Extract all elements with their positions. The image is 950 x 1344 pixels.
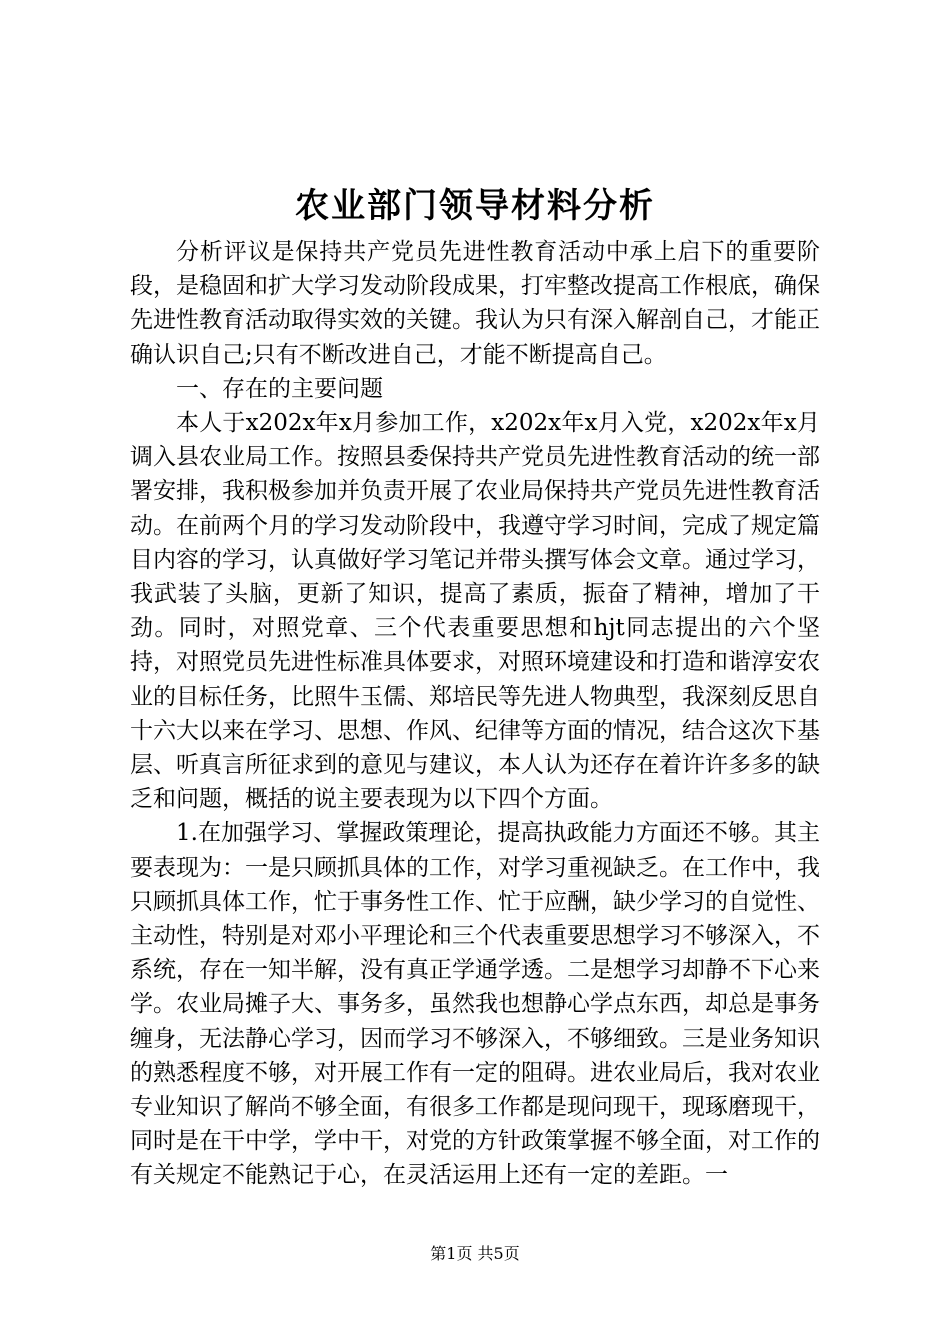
paragraph-intro: 分析评议是保持共产党员先进性教育活动中承上启下的重要阶段，是稳固和扩大学习发动阶段成果，打牢整改提高工作根底，确保先进性教育活动取得实效的关键。我认为只有深入解剖自己，才能正确认识自己;只有不断改进自己，才能不断提高自己。: [130, 239, 820, 368]
document-body: [130, 235, 820, 1193]
page-footer: 第1页 共5页: [430, 1244, 520, 1263]
paragraph-background: 本人于x202x年x月参加工作，x202x年x月入党，x202x年x月调入县农业局工作。按照县委保持共产党员先进性教育活动的统一部署安排，我积极参加并负责开展了农业局保持共产党员先进性教育活动。在前两个月的学习发动阶段中，我遵守学习时间，完成了规定篇目内容的学习，认真做好学习笔记并带头撰写体会文章。通过学习，我武装了头脑，更新了知识，提高了素质，振奋了精神，增加了干劲。同时，对照党章、三个代表重要思想和hjt同志提出的六个坚持，对照党员先进性标准具体要求，对照环境建设和打造和谐淳安农业的目标任务，比照牛玉儒、郑培民等先进人物典型，我深刻反思自十六大以来在学习、思想、作风、纪律等方面的情况，结合这次下基层、听真言所征求到的意见与建议，本人认为还存在着许许多多的缺乏和问题，概括的说主要表现为以下四个方面。: [130, 410, 820, 813]
section-heading: 一、存在的主要问题: [176, 375, 383, 402]
paragraph-point-1: 1.在加强学习、掌握政策理论，提高执政能力方面还不够。其主要表现为：一是只顾抓具体的工作，对学习重视缺乏。在工作中，我只顾抓具体工作，忙于事务性工作、忙于应酬，缺少学习的自觉性、主动性，特别是对邓小平理论和三个代表重要思想学习不够深入，不系统，存在一知半解，没有真正学通学透。二是想学习却静不下心来学。农业局摊子大、事务多，虽然我也想静心学点东西，却总是事务缠身，无法静心学习，因而学习不够深入，不够细致。三是业务知识的熟悉程度不够，对开展工作有一定的阻碍。进农业局后，我对农业专业知识了解尚不够全面，有很多工作都是现问现干，现琢磨现干，同时是在干中学，学中干，对党的方针政策掌握不够全面，对工作的有关规定不能熟记于心，在灵活运用上还有一定的差距。一: [130, 820, 820, 1189]
document-title: 农业部门领导材料分析: [295, 186, 655, 226]
